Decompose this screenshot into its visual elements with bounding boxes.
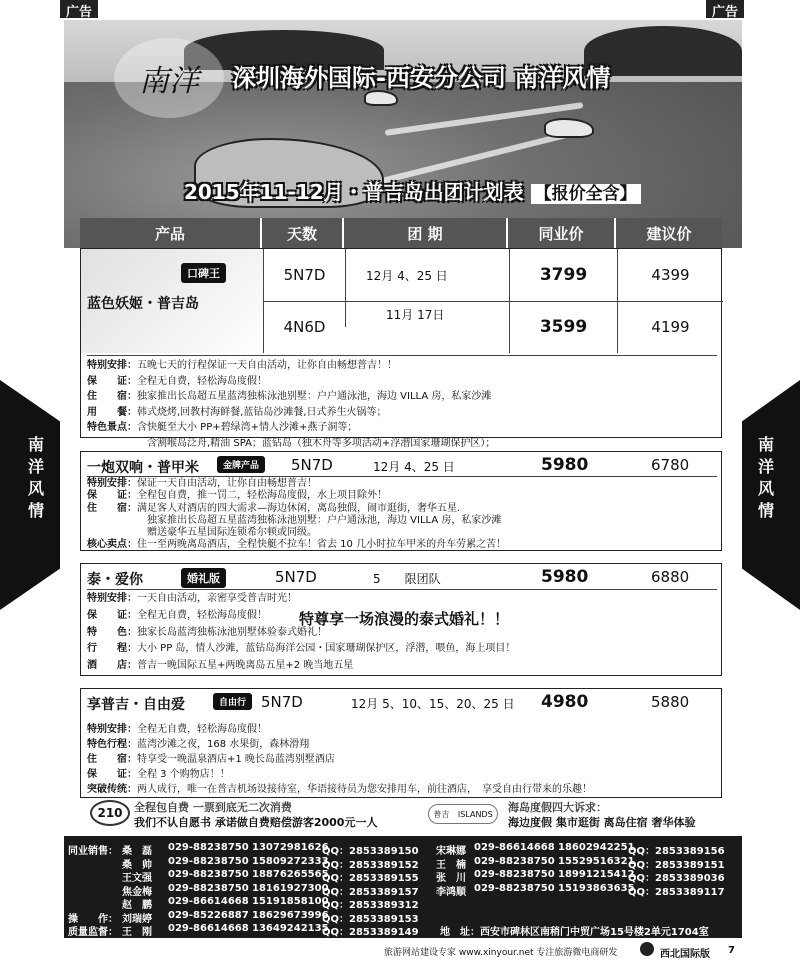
detail-line — [87, 374, 717, 390]
detail-key: 突破传统： — [87, 784, 137, 795]
side-char: 洋 — [27, 457, 44, 476]
detail-line — [87, 608, 717, 625]
contact-name: 王 刚 — [122, 927, 152, 938]
detail-value: 住一至两晚离岛酒店，全程快艇不拉车！省去 10 几小时拉车甲米的舟车劳累之苦！ — [137, 539, 507, 551]
detail-value: 两人成行，唯一在普吉机场设接待室，华语接待员为您安排用车，前往酒店， 享受自由行带来的乐趣！ — [137, 784, 592, 795]
detail-line — [87, 658, 717, 675]
header-trade-price: 同业价 — [508, 218, 616, 248]
contact-role: 操 作： — [68, 913, 118, 925]
detail-line — [87, 436, 717, 452]
detail-key: 住 宿： — [87, 502, 137, 514]
trade-price: 5980 — [541, 455, 589, 475]
contact-name: 桑 磊 — [122, 846, 152, 857]
contact-mob: 15193863635 — [558, 882, 635, 894]
trade-price: 4980 — [541, 692, 589, 712]
detail-line — [87, 420, 717, 436]
detail-key: 用 餐： — [87, 406, 137, 418]
detail-value: 全程包自费，推一罚二，轻松海岛度假，水上项目除外！ — [137, 490, 387, 502]
dates-cell: 12月 5、10、15、20、25 日 — [351, 697, 515, 711]
footer-edition: 西北国际版 — [660, 949, 710, 960]
detail-value: 全程无自费，轻松海岛度假！ — [137, 375, 267, 387]
detail-line — [87, 591, 717, 608]
detail-line — [87, 722, 717, 737]
product-details — [87, 589, 717, 675]
dates-cell: 12月 4、25 日 — [373, 460, 455, 474]
detail-line — [87, 527, 717, 539]
promo-right-2: 海边度假 集市逛街 离岛住宿 奢华体验 — [508, 816, 696, 829]
product-block-4 — [80, 688, 722, 798]
contact-name: 焦金梅 — [122, 886, 152, 898]
contact-mob: 18602942251 — [558, 842, 635, 853]
trade-price: 3799 — [509, 249, 617, 301]
days-cell: 5N7D — [263, 249, 345, 301]
contact-tel: 029-88238750 — [474, 869, 555, 880]
contact-tel: 029-86614668 — [168, 923, 249, 934]
contact-mob: 13649242135 — [252, 923, 329, 934]
contact-mob: 15529516321 — [558, 855, 635, 867]
retail-price: 4399 — [617, 249, 723, 301]
detail-value: 独家长岛蓝湾独栋泳池别墅体验泰式婚礼！ — [137, 626, 327, 638]
detail-key: 核心卖点： — [87, 539, 137, 551]
detail-line — [87, 625, 717, 642]
days-cell: 4N6D — [263, 301, 345, 353]
badge: 口碑王 — [181, 263, 226, 283]
footer-text: 旅游网站建设专家 www.xinyour.net 专注旅游微电商研发 — [384, 948, 618, 958]
side-char: 风 — [757, 479, 774, 498]
plan-title-text: 2015年11-12月・普吉岛出团计划表 — [184, 180, 524, 204]
badge: 婚礼版 — [181, 568, 226, 588]
islands-label: ISLANDS — [457, 809, 493, 819]
product-block-2 — [80, 451, 722, 551]
detail-line — [87, 641, 717, 658]
contact-mob: 18161927300 — [252, 882, 329, 894]
detail-line — [87, 752, 717, 767]
contact-mob: 15809272333 — [252, 855, 329, 867]
side-char: 洋 — [757, 457, 774, 476]
contact-name: 王文强 — [122, 873, 152, 884]
detail-line — [87, 405, 717, 421]
promo-circle: 210 — [90, 800, 130, 826]
contact-qq: QQ：2853389150 — [322, 846, 419, 857]
detail-value: 特享受一晚温泉酒店+1 晚长岛蓝湾别墅酒店 — [137, 754, 335, 765]
detail-key: 特别安排： — [87, 478, 137, 489]
detail-value: 一天自由活动，亲密享受普吉时光！ — [137, 593, 297, 604]
contact-qq: QQ：2853389157 — [322, 886, 419, 898]
header-retail-price: 建议价 — [646, 224, 692, 243]
side-char: 风 — [27, 479, 44, 498]
badge: 金牌产品 — [217, 456, 265, 473]
detail-value: 独家推出长岛超五星蓝湾独栋泳池别墅：户户通泳池，海边 VILLA 房，私家沙滩 — [137, 391, 492, 402]
detail-key: 保 证： — [87, 769, 137, 780]
header-product: 产品 — [80, 218, 262, 248]
detail-value: 含割喉岛泛舟,精油 SPA；蓝钻岛（独木舟等多项活动+浮潜国家珊瑚保护区）； — [147, 437, 496, 449]
detail-line — [87, 539, 717, 551]
detail-key: 住 宿： — [87, 754, 137, 765]
detail-value: 大小 PP 岛，情人沙滩，蓝钻岛海洋公园・国家珊瑚保护区，浮潜，喂鱼，海上项目！ — [137, 643, 516, 655]
contact-tel: 029-88238750 — [474, 882, 555, 894]
contact-qq: QQ：2853389155 — [322, 873, 419, 884]
islands-logo — [428, 804, 498, 824]
detail-key: 酒 店： — [87, 660, 137, 672]
plan-subtitle: 【报价全含】 — [531, 184, 641, 204]
contact-name: 桑 帅 — [122, 859, 152, 871]
detail-line — [87, 503, 717, 515]
detail-line — [87, 767, 717, 782]
header-dates: 团 期 — [344, 218, 508, 248]
dates-cell: 11月 17日 — [345, 301, 509, 327]
detail-key: 特别安排： — [87, 724, 137, 735]
side-char: 情 — [757, 501, 774, 520]
ad-tag-left: 广告 — [60, 0, 98, 18]
detail-line — [87, 782, 717, 797]
detail-key: 保 证： — [87, 375, 137, 387]
product-block-1 — [80, 248, 722, 449]
detail-value: 保证一天自由活动，让你自由畅想普吉！ — [137, 478, 317, 489]
product-details — [87, 355, 717, 451]
trade-price: 5980 — [541, 567, 589, 587]
detail-key: 保 证： — [87, 490, 137, 502]
contact-qq: QQ：2853389151 — [628, 859, 725, 871]
product-name: 泰・爱你 — [87, 572, 143, 588]
detail-value: 全程 3 个购物店！！ — [137, 769, 230, 780]
contact-tel: 029-86614668 — [474, 842, 555, 853]
contact-qq: QQ：2853389117 — [628, 886, 725, 898]
promo-right-1: 海岛度假四大诉求： — [508, 801, 607, 814]
contact-mob: 13072981626 — [252, 842, 329, 853]
detail-value: 普吉一晚国际五星+两晚离岛五星+2 晚当地五星 — [137, 660, 354, 672]
detail-key: 保 证： — [87, 609, 137, 621]
detail-line — [87, 737, 717, 752]
contact-qq: QQ：2853389153 — [322, 913, 419, 925]
detail-key: 特 色： — [87, 626, 137, 638]
detail-value: 蓝湾沙滩之夜，168 水果街，森林滑翔 — [137, 739, 310, 750]
table-header — [80, 218, 722, 248]
detail-line — [87, 358, 717, 374]
contact-name: 赵 鹏 — [122, 900, 152, 911]
contact-tel: 029-88238750 — [168, 869, 249, 880]
detail-line — [87, 478, 717, 490]
retail-price: 4199 — [617, 301, 723, 353]
product-name: 享普吉・自由爱 — [87, 697, 185, 713]
contact-tel: 029-88238750 — [168, 842, 249, 853]
contact-tel: 029-88238750 — [168, 855, 249, 867]
detail-line — [87, 515, 717, 527]
side-char: 南 — [27, 435, 44, 454]
contact-role: 同业销售： — [68, 846, 118, 857]
contact-name: 张 川 — [436, 873, 466, 884]
detail-key: 特色行程： — [87, 739, 137, 750]
product-name: 蓝色妖姬・普吉岛 — [87, 296, 199, 312]
days-cell: 5N7D — [291, 456, 333, 474]
promo-line-1: 全程包自费 一票到底无二次消费 — [134, 801, 292, 814]
contact-role: 质量监督： — [68, 927, 118, 938]
company-title: 深圳海外国际-西安分公司 南洋风情 — [232, 64, 611, 92]
seal-text: 普吉 — [433, 809, 450, 819]
retail-price: 6780 — [651, 456, 690, 474]
contact-mob: 18991215412 — [558, 869, 635, 880]
detail-key: 特别安排： — [87, 593, 137, 604]
detail-key: 特色景点： — [87, 422, 137, 433]
contact-mob: 18876265565 — [252, 869, 329, 880]
detail-value: 赠送豪华五星国际连锁希尔顿或同级。 — [147, 527, 317, 539]
contact-qq: QQ：2853389152 — [322, 859, 419, 871]
dates-cell: 5 限团队 — [373, 572, 441, 586]
page-number: 7 — [728, 945, 735, 956]
contact-qq: QQ：2853389312 — [322, 900, 419, 911]
retail-price: 6880 — [651, 568, 690, 586]
product-details — [87, 476, 717, 552]
product-block-3 — [80, 563, 722, 676]
ad-tag-right: 广告 — [706, 0, 744, 18]
contact-mob: 15191858100 — [252, 896, 329, 907]
detail-line — [87, 389, 717, 405]
side-text-left — [18, 428, 54, 528]
footer-logo-icon — [640, 942, 654, 956]
contact-tel: 029-88238750 — [474, 855, 555, 867]
detail-value: 独家推出长岛超五星蓝湾独栋泳池别墅：户户通泳池，海边 VILLA 房，私家沙滩 — [147, 514, 502, 526]
logo: 南洋 — [114, 38, 224, 118]
contact-qq: QQ：2853389036 — [628, 873, 725, 884]
contact-tel: 029-85226887 — [168, 909, 249, 921]
contact-tel: 029-86614668 — [168, 896, 249, 907]
detail-key: 行 程： — [87, 643, 137, 655]
trade-price: 3599 — [509, 301, 617, 353]
dates-cell: 12月 4、25 日 — [345, 249, 509, 301]
contact-name: 王 楠 — [436, 859, 466, 871]
detail-value: 五晚七天的行程保证一天自由活动，让你自由畅想普吉！！ — [137, 360, 397, 371]
detail-key: 住 宿： — [87, 391, 137, 402]
contact-panel — [64, 836, 742, 938]
speedboat-icon — [544, 118, 594, 138]
side-char: 情 — [27, 501, 44, 520]
retail-price: 5880 — [651, 693, 690, 711]
contact-qq: QQ：2853389149 — [322, 927, 419, 938]
badge: 自由行 — [213, 693, 252, 710]
contact-name: 李鸿顺 — [436, 886, 466, 898]
contact-mob: 18629673996 — [252, 909, 329, 921]
contact-address: 地 址：西安市碑林区南稍门中贸广场15号楼2单元1704室 — [440, 927, 709, 938]
detail-line — [87, 490, 717, 502]
detail-value: 全程无自费，轻松海岛度假！ — [137, 609, 267, 621]
days-cell: 5N7D — [261, 693, 303, 711]
header-days: 天数 — [262, 218, 344, 248]
promo-line-2: 我们不认自愿书 承诺做自费赔偿游客2000元一人 — [134, 816, 378, 829]
contact-tel: 029-88238750 — [168, 882, 249, 894]
detail-key: 特别安排： — [87, 360, 137, 371]
plan-title — [184, 176, 641, 205]
product-name: 一炮双响・普甲米 — [87, 460, 199, 476]
detail-value: 含快艇至大小 PP+碧绿湾+情人沙滩+燕子洞等； — [137, 422, 358, 433]
contact-qq: QQ：2853389156 — [628, 846, 725, 857]
contact-name: 宋琳娜 — [436, 846, 466, 857]
detail-value: 韩式烧烤,回教村海鲜餐,蓝钻岛沙滩餐,日式养生火锅等； — [137, 406, 387, 418]
days-cell: 5N7D — [275, 568, 317, 586]
detail-value: 全程无自费，轻松海岛度假！ — [137, 724, 267, 735]
side-text-right — [748, 428, 784, 528]
contact-name: 刘瑞婷 — [122, 913, 152, 925]
detail-value: 满足客人对酒店的四大需求—海边休闲，离岛独假，闹市逛街，奢华五星. — [137, 502, 461, 514]
wedding-highlight: 特尊享一场浪漫的泰式婚礼！！ — [299, 610, 510, 628]
side-char: 南 — [757, 435, 774, 454]
product-details — [87, 722, 717, 797]
